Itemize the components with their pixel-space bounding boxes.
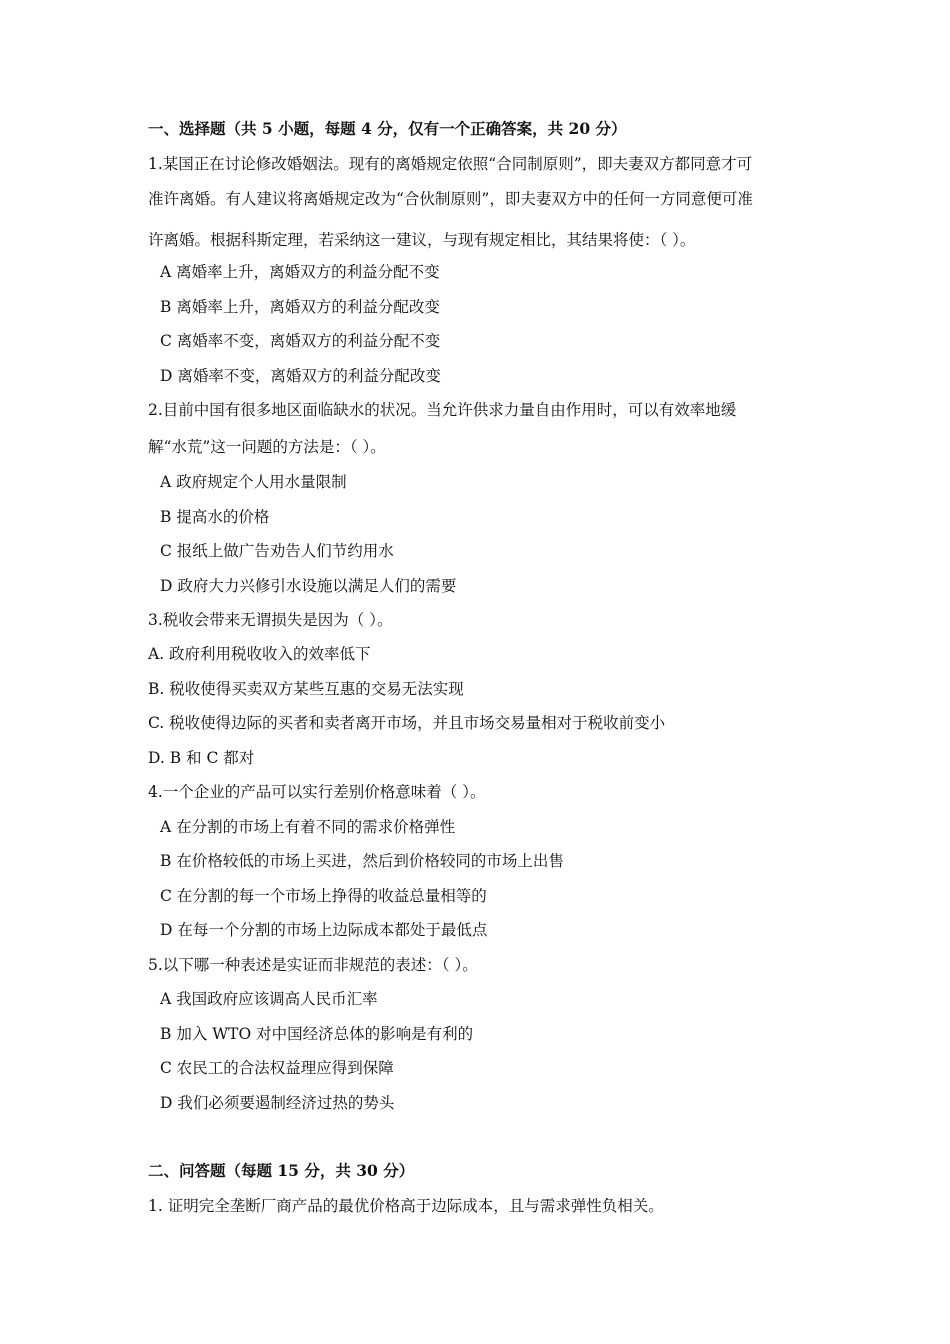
question-4-option-c: C 在分割的每一个市场上挣得的收益总量相等的 [160, 887, 487, 905]
question-2-stem-line-1: 2.目前中国有很多地区面临缺水的状况。当允许供求力量自由作用时，可以有效率地缓 [148, 401, 737, 419]
question-4-option-a: A 在分割的市场上有着不同的需求价格弹性 [160, 818, 456, 836]
question-3-option-b: B. 税收使得买卖双方某些互惠的交易无法实现 [148, 680, 464, 698]
question-2-option-d: D 政府大力兴修引水设施以满足人们的需要 [160, 577, 457, 595]
essay-question-1: 1. 证明完全垄断厂商产品的最优价格高于边际成本，且与需求弹性负相关。 [148, 1197, 664, 1215]
question-3-option-c: C. 税收使得边际的买者和卖者离开市场，并且市场交易量相对于税收前变小 [148, 714, 666, 732]
question-3-stem: 3.税收会带来无谓损失是因为（ ）。 [148, 611, 393, 629]
question-1-option-b: B 离婚率上升，离婚双方的利益分配改变 [160, 298, 440, 316]
section-1-heading: 一、选择题（共 5 小题，每题 4 分，仅有一个正确答案，共 20 分） [148, 119, 627, 138]
question-3-option-a: A. 政府利用税收收入的效率低下 [148, 645, 371, 663]
question-5-option-a: A 我国政府应该调高人民币汇率 [160, 990, 378, 1008]
question-1-option-d: D 离婚率不变，离婚双方的利益分配改变 [160, 367, 441, 385]
question-2-option-b: B 提高水的价格 [160, 508, 270, 526]
question-4-stem: 4.一个企业的产品可以实行差别价格意味着（ ）。 [148, 783, 486, 801]
question-4-option-d: D 在每一个分割的市场上边际成本都处于最低点 [160, 921, 488, 939]
question-2-option-c: C 报纸上做广告劝告人们节约用水 [160, 542, 394, 560]
question-5-option-d: D 我们必须要遏制经济过热的势头 [160, 1094, 395, 1112]
question-3-option-d: D. B 和 C 都对 [148, 749, 255, 767]
question-1-stem-line-1: 1.某国正在讨论修改婚姻法。现有的离婚规定依照“合同制原则”，即夫妻双方都同意才可 [148, 155, 753, 173]
question-5-stem: 5.以下哪一种表述是实证而非规范的表述：（ ）。 [148, 956, 478, 974]
question-1-option-a: A 离婚率上升，离婚双方的利益分配不变 [160, 263, 440, 281]
question-1-stem-line-2: 准许离婚。有人建议将离婚规定改为“合伙制原则”，即夫妻双方中的任何一方同意便可准 [148, 190, 753, 208]
question-5-option-c: C 农民工的合法权益理应得到保障 [160, 1059, 394, 1077]
section-2-heading: 二、问答题（每题 15 分，共 30 分） [148, 1161, 415, 1180]
question-5-option-b: B 加入 WTO 对中国经济总体的影响是有利的 [160, 1025, 474, 1043]
question-2-option-a: A 政府规定个人用水量限制 [160, 473, 347, 491]
question-1-stem-line-3: 许离婚。根据科斯定理，若采纳这一建议，与现有规定相比，其结果将使：（ ）。 [148, 231, 696, 249]
question-4-option-b: B 在价格较低的市场上买进，然后到价格较同的市场上出售 [160, 852, 564, 870]
question-1-option-c: C 离婚率不变，离婚双方的利益分配不变 [160, 332, 441, 350]
question-2-stem-line-2: 解“水荒”这一问题的方法是：（ ）。 [148, 438, 386, 456]
